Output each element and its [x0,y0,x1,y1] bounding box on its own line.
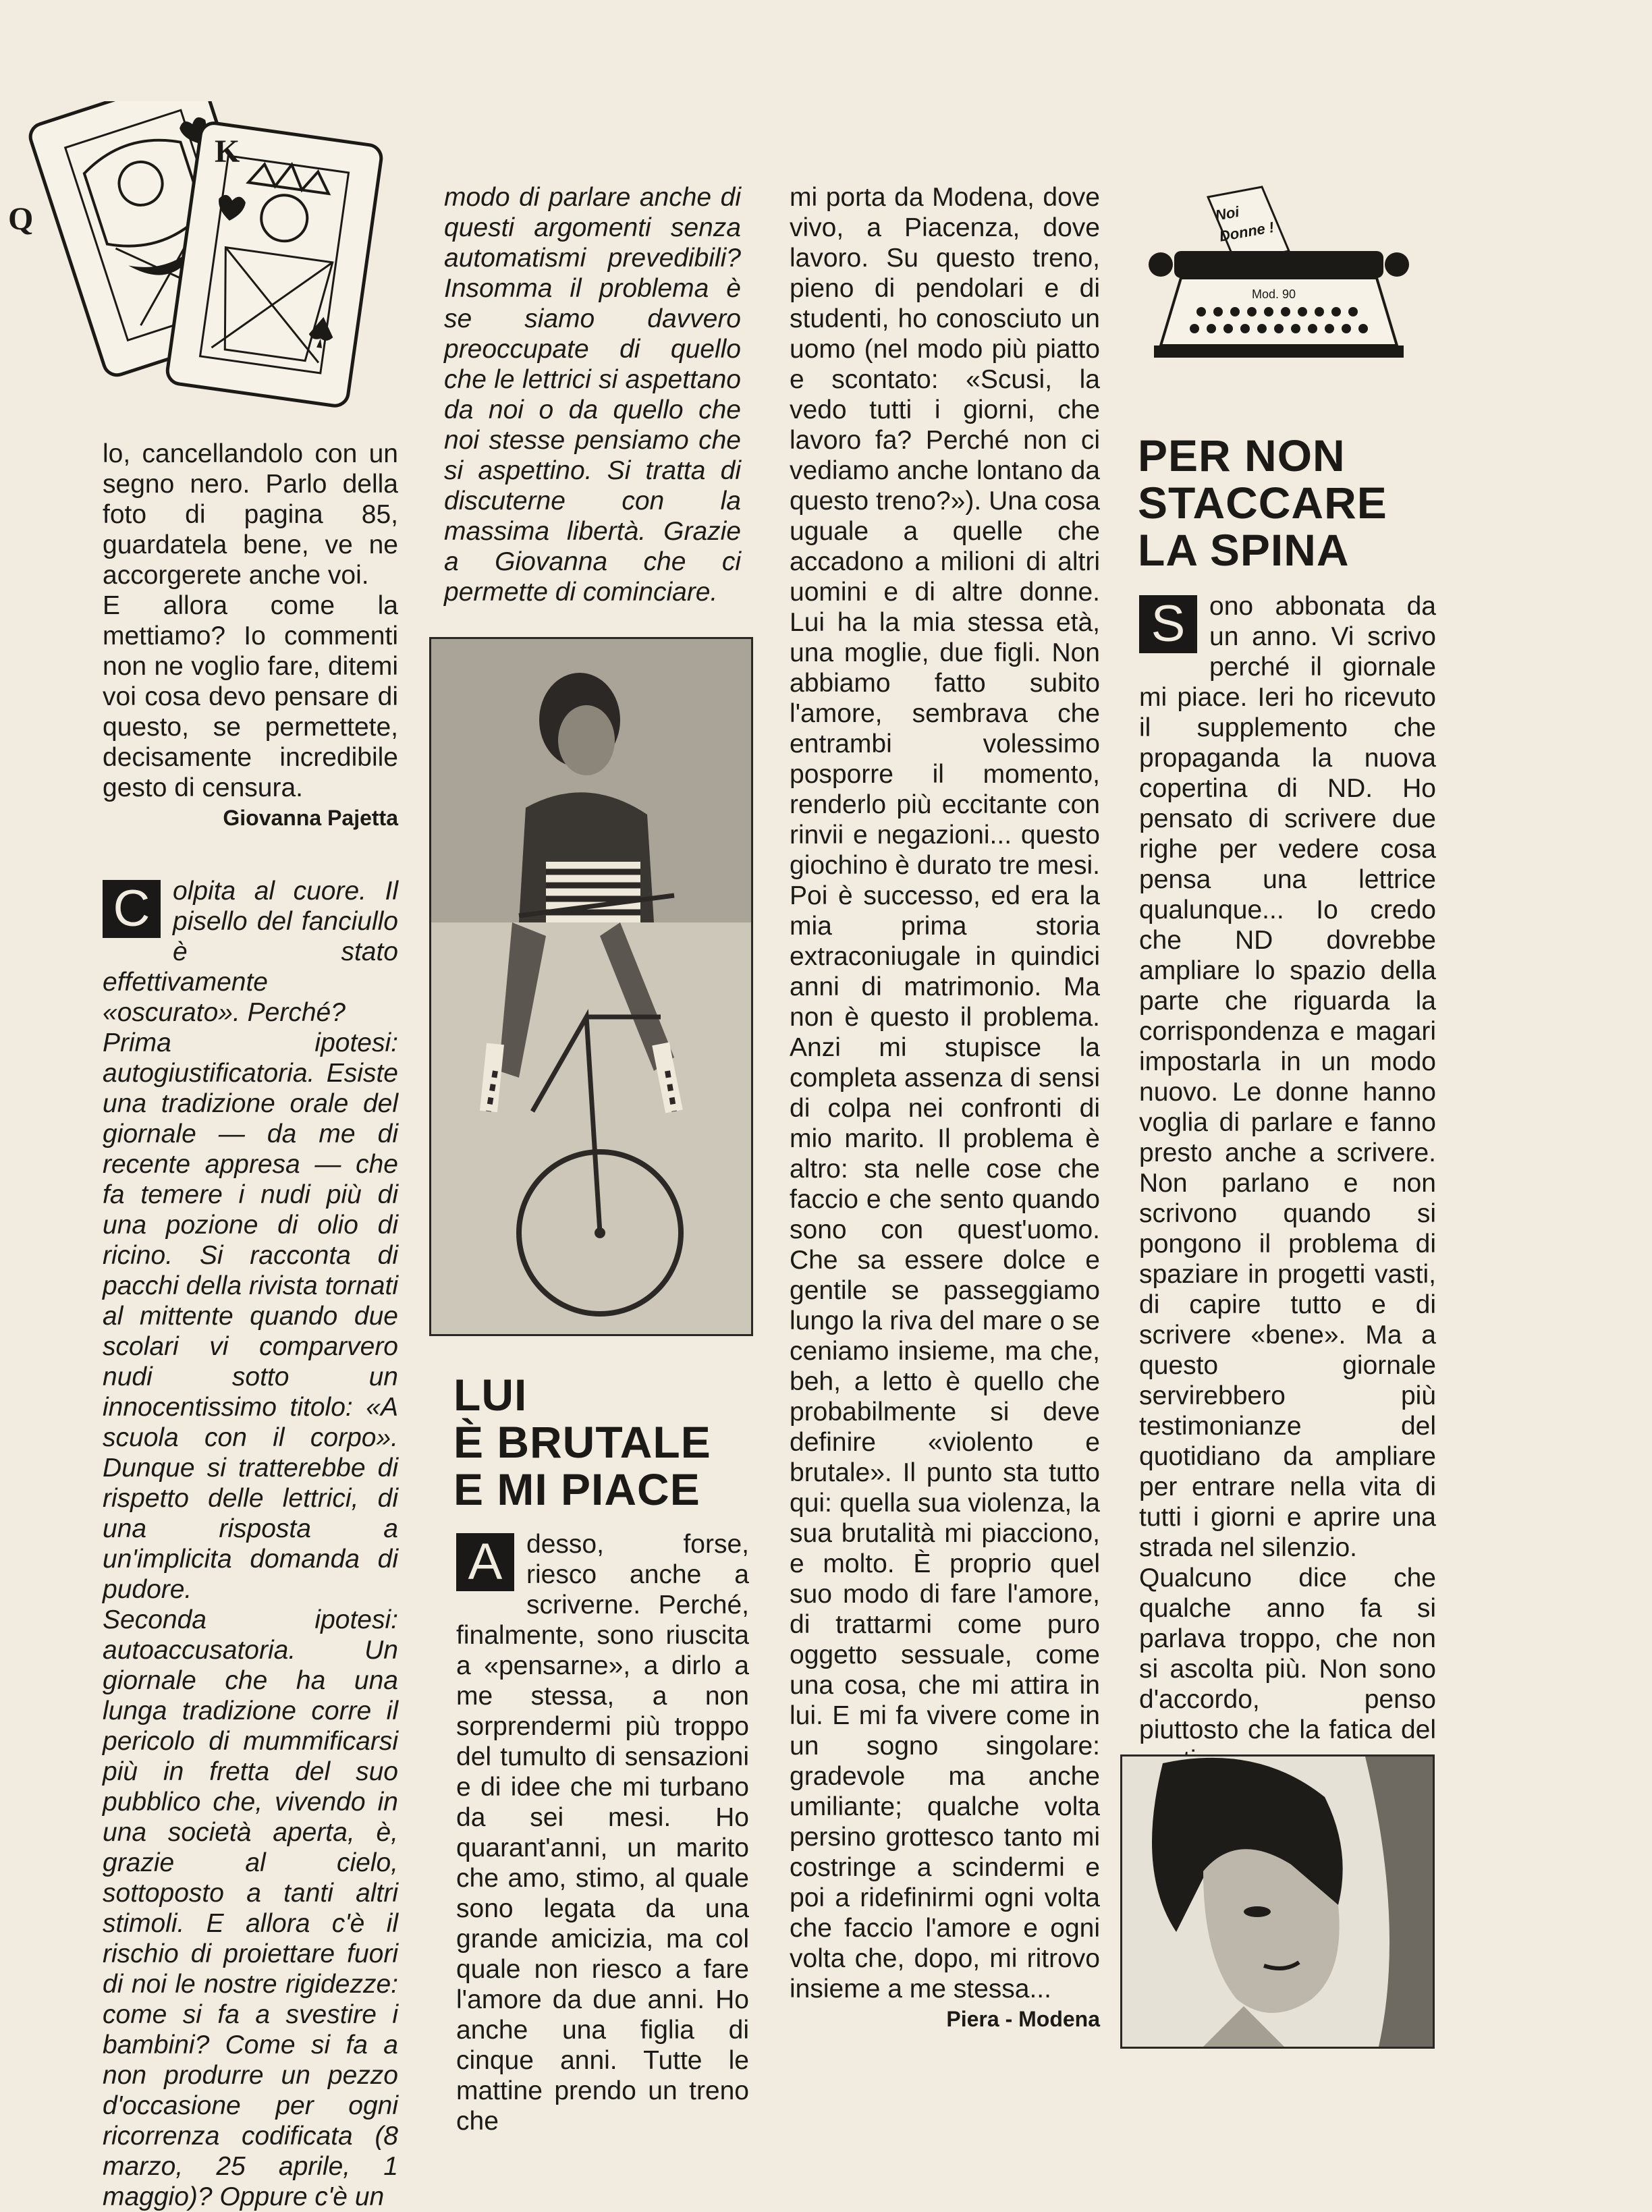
drop-cap-a: A [456,1533,514,1591]
reply-paragraph-3: Seconda ipotesi: autoaccusatoria. Un giornale che ha una lunga tradizione corre il pericolo di mummificarsi più in fretta del suo pubblico che, vivendo in una società aperta, è, grazie al cielo, sottoposto a tanti altri stimoli. E allora c'è il rischio di proiettare fuori di noi le nostre rigidezze: come si fa a svestire i bambini? Come si fa a non produrre un pezzo d'occasione per ogni ricorrenza codificata (8 marzo, 25 aprile, 1 maggio)? Oppure c'è un [103,1605,398,2211]
queen-index: Q [8,201,34,237]
signature-giovanna: Giovanna Pajetta [223,806,398,830]
headline-line-3: E MI PIACE [453,1464,700,1514]
woman-portrait-photo [1120,1754,1435,2049]
letter1-end: lo, cancellandolo con un segno nero. Parlo della foto di pagina 85, guardatela bene, ve ne accorgerete anche voi. [103,439,398,590]
headline-line-2: È BRUTALE [453,1417,711,1467]
signature-piera: Piera - Modena [946,2007,1100,2031]
column-1 [103,439,398,2212]
typewriter-note-line-1: Noi [1213,203,1241,224]
headline-lui-brutale [453,1371,750,1513]
playing-cards-illustration [0,101,418,425]
letter1-end-2: E allora come la mettiamo? Io commenti non ne voglio fare, ditemi voi cosa devo pensare di questo, se permettete, decisamente incredibile gesto di censura. [103,591,398,802]
letter2-start: desso, forse, riesco anche a scriverne. Perché, finalmente, sono riuscita a «pensarne», a dirlo a me stessa, a non sorprendermi più troppo del tumulto di sensazioni e di idee che mi turbano da sei mesi. Ho quarant'anni, un marito che amo, stimo, al quale sono legata da una grande amicizia, ma col quale non riesco a fare l'amore da due anni. Ho anche una figlia di cinque anni. Tutte le mattine prendo un treno che [456,1530,749,2136]
typewriter-illustration [1134,177,1424,372]
letter3-paragraph-1: ono abbonata da un anno. Vi scrivo perché il giornale mi piace. Ieri ho ricevuto il supplemento che propaganda la nuova copertina di ND. Ho pensato di scrivere due righe per vedere cosa pensa una lettrice qualunque... Io credo che ND dovrebbe ampliare lo spazio della parte che riguarda la corrispondenza e magari impostarla in un modo nuovo. Le donne hanno voglia di parlare e fanno presto anche a scrivere. Non parlano e non scrivono quando si pongono il problema di spaziare in progetti vasti, di capire tutto e di scrivere «bene». Ma a questo giornale servirebbero più testimonianze del quotidiano da ampliare per entrare nella vita di tutti i giorni e aprire una strada nel silenzio. [1139,592,1436,1562]
bicycle-girl-photo [429,637,753,1336]
letter2-continuation: mi porta da Modena, dove vivo, a Piacenza, dove lavoro. Su questo treno, pieno di pendolari e di studenti, ho conosciuto un uomo (nel modo più piatto e scontato: «Scusi, la vedo tutti i giorni, che lavoro fa? Perché non ci vediamo anche lontano da questo treno?»). Una cosa uguale a quelle che accadono a milioni di altri uomini e di altre donne. Lui ha la mia stessa età, una moglie, due figli. Non abbiamo fatto subito l'amore, sembrava che entrambi volessimo posporre il momento, renderlo più eccitante con rinvii e negazioni... questo giochino è durato tre mesi. Poi è successo, ed era la mia prima storia extraconiugale in quindici anni di matrimonio. Ma non è questo il problema. Anzi mi stupisce la completa assenza di sensi di colpa nei confronti di mio marito. Il problema è altro: sta nelle cose che faccio e che sento quando sono con quest'uomo. Che sa essere dolce e gentile se passeggiamo lungo la riva del mare o se ceniamo insieme, ma che, beh, a letto è quello che probabilmente si deve definire «violento e brutale». Il punto sta tutto qui: quella sua violenza, la sua brutalità mi piacciono, e molto. È proprio quel suo modo di fare l'amore, di trattarmi come puro oggetto sessuale, come una cosa, che mi attira in lui. E mi fa vivere come in un sogno singolare: gradevole ma anche umiliante; qualche volta persino grottesco tanto mi costringe a scindermi e poi a ridefinirmi ogni volta che faccio l'amore e ogni volta che, dopo, mi ritrovo insieme a me stessa... [790,183,1100,2003]
letter3-paragraph-2: Qualcuno dice che qualche anno fa si parlava troppo, che non si ascolta più. Non sono d'accordo, penso piuttosto che la fatica del [1139,1564,1436,1744]
column-3 [790,182,1100,2034]
headline-line-1: PER NON [1138,431,1346,480]
reply-continuation: modo di parlare anche di questi argomenti senza automatismi prevedibili? Insomma il problema è se siamo davvero preoccupate di quello che le lettrici si aspettano da noi o da quello che noi stesse pensiamo che si aspettino. Si tratta di discuterne con la massima libertà. Grazie a Giovanna che ci permette di cominciare. [444,183,741,607]
column-2-top [444,182,741,607]
reply-paragraph-1: olpita al cuore. Il pisello del fanciullo è stato effettivamente «oscurato». Perché? [103,877,398,1027]
drop-cap-s: S [1139,595,1197,653]
column-4 [1139,591,1436,1775]
headline-line-1: LUI [453,1370,528,1420]
headline-line-2: STACCARE [1138,478,1387,528]
reply-paragraph-2: Prima ipotesi: autogiustificatoria. Esiste una tradizione orale del giornale — da me di recente appresa — che fa temere i nudi più di una pozione di olio di ricino. Si racconta di pacchi della rivista tornati al mittente quando due scolari vi comparvero nudi sotto un innocentissimo titolo: «A scuola con il corpo». Dunque si tratterebbe di rispetto delle lettrici, di una risposta a un'implicita domanda di pudore. [103,1028,398,1604]
headline-per-non-staccare [1138,432,1435,574]
drop-cap-c: C [103,880,161,938]
typewriter-model: Mod. 90 [1252,287,1296,301]
typewriter-note-line-2: Donne ! [1217,218,1275,245]
headline-line-3: LA SPINA [1138,525,1350,575]
column-2-bottom [456,1529,749,2136]
king-index: K [215,134,240,169]
